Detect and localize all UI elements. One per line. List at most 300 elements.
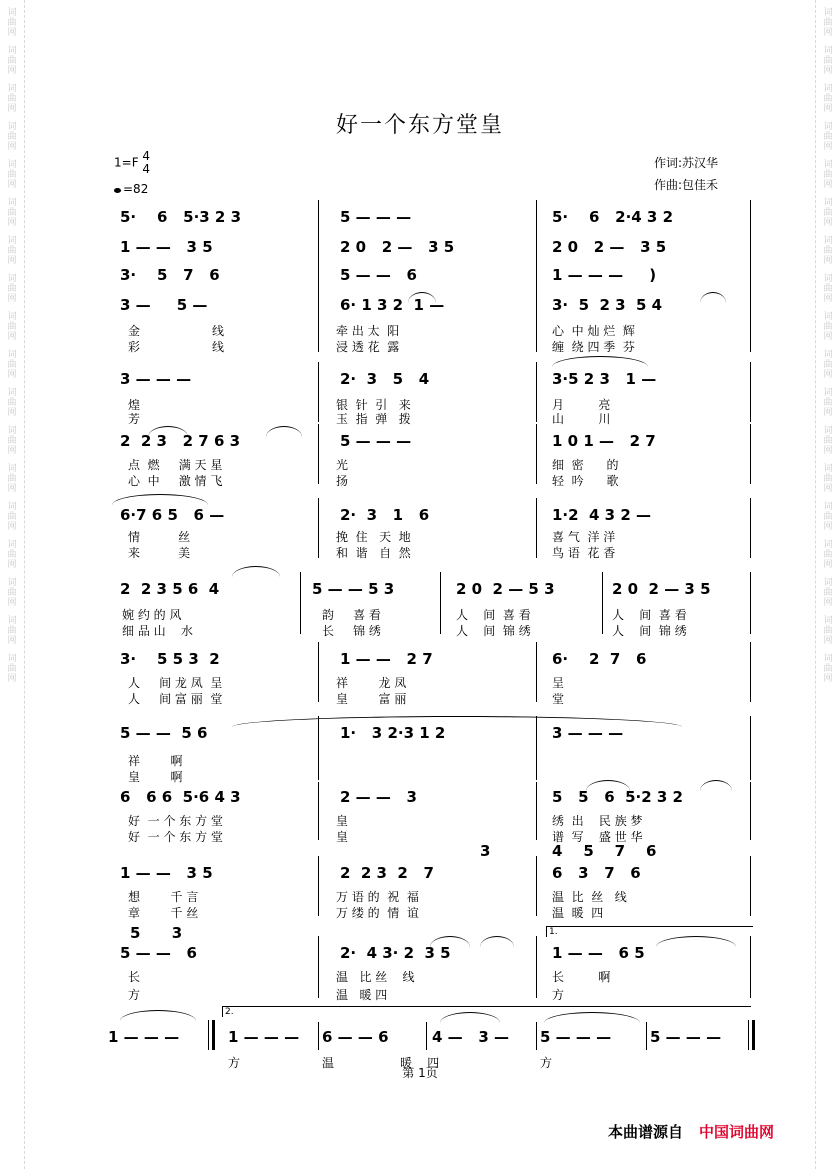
watermark-char: 词 (823, 578, 833, 588)
lyric-line-11-lyric2: 扬 (336, 474, 349, 488)
notation-line-6-notes3: 3·5 2 3 1 — (552, 370, 657, 388)
lyric-line-5-lyric3: 缠 绕 四 季 芬 (552, 340, 635, 354)
lyric-line-33-lyric1: 长 (128, 970, 141, 984)
watermark-char: 网 (7, 142, 17, 152)
watermark-char: 曲 (7, 474, 17, 484)
watermark-group (823, 46, 832, 76)
barline (750, 572, 751, 634)
lyric-line-13-lyric3: 喜 气 洋 洋 (552, 530, 616, 544)
watermark-group (823, 616, 832, 646)
slur-arc (120, 1010, 196, 1021)
slur-arc (480, 936, 514, 947)
watermark-char: 词 (823, 426, 833, 436)
watermark-char: 网 (823, 370, 833, 380)
lyric-line-34-lyric2: 温 暖 四 (336, 988, 388, 1002)
watermark-char: 词 (7, 160, 17, 170)
watermark-group (823, 236, 832, 266)
slur-arc (700, 292, 726, 303)
notation-line-1-notes2: 2 0 2 — 3 5 (340, 238, 455, 256)
watermark-char: 网 (823, 560, 833, 570)
lyric-line-11-lyric1: 心 中 激 情 飞 (128, 474, 223, 488)
notation-line-3-notes: 3 — 5 — (120, 296, 208, 314)
watermark-char: 曲 (823, 474, 833, 484)
watermark-char: 词 (7, 464, 17, 474)
lyric-line-25-lyric1: 好 一 个 东 方 堂 (128, 814, 223, 828)
barline (318, 424, 319, 484)
slur-arc (700, 780, 732, 791)
notation-line-24-notes3: 5 5 6 5·2 3 2 (552, 788, 683, 806)
lyric-line-16-lyric3: 人 间 喜 看 (456, 608, 531, 622)
watermark-char: 词 (7, 274, 17, 284)
watermark-group (823, 502, 832, 532)
lyric-line-34-lyric1: 方 (128, 988, 141, 1002)
watermark-char: 词 (7, 426, 17, 436)
watermark-char: 网 (823, 446, 833, 456)
lyric-line-36-lyric5: 方 (540, 1056, 553, 1070)
watermark-char: 词 (7, 198, 17, 208)
watermark-char: 词 (823, 274, 833, 284)
watermark-char: 网 (7, 104, 17, 114)
barline (300, 572, 301, 634)
lyric-line-8-lyric3: 山 川 (552, 412, 611, 426)
watermark-char: 词 (7, 236, 17, 246)
watermark-char: 网 (823, 104, 833, 114)
notation-line-35-notes3: 6 — — 6 (322, 1028, 389, 1046)
watermark-group (823, 464, 832, 494)
lyric-line-8-lyric1: 芳 (128, 412, 141, 426)
lyric-line-10-lyric3: 细 密 的 (552, 458, 619, 472)
barline (318, 936, 319, 998)
notation-line-15-notes: 2 2 3 5 6 4 (120, 580, 220, 598)
time-beats: 4 (142, 149, 151, 163)
watermark-char: 曲 (823, 246, 833, 256)
watermark-char: 网 (823, 598, 833, 608)
lyric-line-10-lyric1: 点 燃 满 天 星 (128, 458, 223, 472)
watermark-char: 网 (7, 674, 17, 684)
notation-line-15-notes2: 5 — — 5 3 (312, 580, 395, 598)
watermark-char: 词 (823, 540, 833, 550)
watermark-char: 曲 (823, 94, 833, 104)
lyric-line-29-lyric2: 万 语 的 祝 福 (336, 890, 419, 904)
watermark-char: 曲 (823, 588, 833, 598)
notation-line-18-notes2: 1 — — 2 7 (340, 650, 433, 668)
double-barline (208, 1020, 215, 1050)
watermark-char: 词 (7, 578, 17, 588)
watermark-char: 网 (7, 256, 17, 266)
watermark-group (823, 160, 832, 190)
lyric-line-7-lyric2: 银 针 引 来 (336, 398, 411, 412)
watermark-char: 曲 (7, 360, 17, 370)
watermark-char: 曲 (823, 664, 833, 674)
notation-line-21-notes2: 1· 3 2·3 1 2 (340, 724, 446, 742)
watermark-char: 曲 (823, 132, 833, 142)
lyric-line-29-lyric1: 想 千 言 (128, 890, 199, 904)
watermark-char: 网 (823, 256, 833, 266)
lyric-line-33-lyric3: 长 啊 (552, 970, 611, 984)
barline (536, 362, 537, 422)
watermark-char: 网 (823, 636, 833, 646)
lyric-line-36-lyric2: 方 (228, 1056, 241, 1070)
lyric-line-25-lyric2: 皇 (336, 814, 349, 828)
watermark-char: 词 (7, 540, 17, 550)
volta-second: 2. (222, 1006, 751, 1017)
watermark-char: 词 (823, 464, 833, 474)
slur-arc (552, 356, 648, 367)
notation-line-3-notes2: 6· 1 3 2 1 — (340, 296, 445, 314)
barline (318, 642, 319, 702)
tempo-marking (114, 182, 148, 196)
barline (536, 936, 537, 998)
lyric-line-17-lyric2: 长 锦 绣 (322, 624, 381, 638)
watermark-group (823, 350, 832, 380)
notation-line-12-notes: 6·7 6 5 6 — (120, 506, 225, 524)
lyric-line-26-lyric2: 皇 (336, 830, 349, 844)
notation-line-0-notes: 5· 6 5·3 2 3 (120, 208, 242, 226)
barline (750, 498, 751, 558)
lyric-line-29-lyric3: 温 比 丝 线 (552, 890, 627, 904)
lyric-line-30-lyric2: 万 缕 的 情 谊 (336, 906, 419, 920)
watermark-char: 词 (7, 46, 17, 56)
notation-line-24-notes: 6 6 6 5·6 4 3 (120, 788, 241, 806)
watermark-group (823, 312, 832, 342)
watermark-char: 网 (823, 180, 833, 190)
notation-line-31-notes2: 2· 4 3· 2 3 5 (340, 944, 451, 962)
lyric-line-13-lyric1: 情 丝 (128, 530, 191, 544)
watermark-char: 曲 (823, 436, 833, 446)
watermark-char: 词 (7, 388, 17, 398)
watermark-char: 网 (7, 560, 17, 570)
watermark-char: 词 (7, 616, 17, 626)
notation-line-35-notes: 1 — — — (108, 1028, 180, 1046)
watermark-char: 曲 (7, 512, 17, 522)
watermark-char: 曲 (7, 626, 17, 636)
watermark-char: 曲 (823, 170, 833, 180)
notation-line-9-notes2: 5 — — — (340, 432, 412, 450)
watermark-char: 词 (823, 46, 833, 56)
watermark-char: 词 (7, 502, 17, 512)
footer (608, 1121, 774, 1142)
watermark-char: 词 (823, 198, 833, 208)
watermark-char: 网 (823, 522, 833, 532)
watermark-group (7, 350, 16, 380)
notation-line-27-notes: 1 — — 3 5 (120, 864, 213, 882)
key-signature (114, 150, 150, 176)
notation-line-35-notes4: 4 — 3 — (432, 1028, 509, 1046)
watermark-char: 词 (823, 654, 833, 664)
lyric-line-26-lyric1: 好 一 个 东 方 堂 (128, 830, 223, 844)
watermark-group (823, 578, 832, 608)
watermark-group (823, 8, 832, 38)
barline (318, 856, 319, 916)
watermark-char: 曲 (7, 398, 17, 408)
lyric-line-16-lyric1: 婉 约 的 风 (122, 608, 182, 622)
lyric-line-25-lyric3: 绣 出 民 族 梦 (552, 814, 643, 828)
lyric-line-7-lyric1: 煌 (128, 398, 141, 412)
watermark-char: 网 (823, 674, 833, 684)
notation-line-12-notes3: 1·2 4 3 2 — (552, 506, 651, 524)
watermark-char: 词 (823, 616, 833, 626)
watermark-group (7, 274, 16, 304)
lyric-line-36-lyric3: 温 (322, 1056, 335, 1070)
notation-line-31-notes: 5 — — 6 (120, 944, 197, 962)
barline (318, 1022, 319, 1050)
watermark-char: 网 (7, 446, 17, 456)
barline (536, 424, 537, 484)
watermark-char: 网 (823, 142, 833, 152)
lyric-line-22-lyric1: 祥 啊 (128, 754, 183, 768)
barline (536, 1022, 537, 1050)
lyric-line-4-lyric3: 心 中 灿 烂 辉 (552, 324, 635, 338)
watermark-char: 词 (823, 388, 833, 398)
watermark-group (7, 160, 16, 190)
barline (536, 200, 537, 352)
page-number: 第 1页 (402, 1066, 438, 1080)
watermark-char: 曲 (7, 94, 17, 104)
watermark-char: 曲 (7, 588, 17, 598)
watermark-group (7, 616, 16, 646)
barline (426, 1022, 427, 1050)
notation-line-3-notes3: 3· 5 2 3 5 4 (552, 296, 663, 314)
watermark-char: 曲 (7, 170, 17, 180)
watermark-char: 网 (7, 370, 17, 380)
slur-arc (232, 716, 682, 727)
watermark-group (7, 502, 16, 532)
watermark-char: 网 (7, 522, 17, 532)
watermark-char: 曲 (823, 208, 833, 218)
left-watermark-strip (0, 0, 25, 1169)
watermark-char: 曲 (823, 550, 833, 560)
watermark-char: 曲 (823, 18, 833, 28)
barline (536, 856, 537, 916)
notation-line-0-notes2: 5 — — — (340, 208, 412, 226)
watermark-char: 网 (823, 294, 833, 304)
volta-first: 1. (546, 926, 753, 937)
watermark-char: 词 (7, 122, 17, 132)
watermark-char: 曲 (7, 322, 17, 332)
watermark-group (7, 46, 16, 76)
notation-line-24-notes2: 2 — — 3 (340, 788, 417, 806)
watermark-char: 网 (7, 636, 17, 646)
watermark-group (823, 388, 832, 418)
watermark-char: 曲 (7, 246, 17, 256)
notation-line-35-notes6: 5 — — — (650, 1028, 722, 1046)
watermark-char: 网 (7, 408, 17, 418)
notation-line-6-notes: 3 — — — (120, 370, 192, 388)
slur-arc (430, 936, 470, 947)
watermark-group (7, 654, 16, 684)
watermark-char: 词 (823, 8, 833, 18)
watermark-group (7, 198, 16, 228)
slur-arc (266, 426, 302, 437)
watermark-group (7, 464, 16, 494)
barline (318, 782, 319, 840)
watermark-char: 曲 (823, 284, 833, 294)
quarter-note-icon (114, 188, 121, 193)
lyric-line-23-lyric1: 皇 啊 (128, 770, 183, 784)
notation-line-15-notes3: 2 0 2 — 5 3 (456, 580, 555, 598)
watermark-char: 网 (7, 332, 17, 342)
lyric-line-5-lyric1: 彩 (128, 340, 141, 354)
watermark-char: 网 (7, 28, 17, 38)
notation-line-9-notes: 2 2 3 2 7 6 3 (120, 432, 241, 450)
double-barline (748, 1020, 755, 1050)
watermark-group (7, 578, 16, 608)
notation-line-27-notes2: 2 2 3 2 7 (340, 864, 434, 882)
lyric-line-19-lyric2: 祥 龙 凤 (336, 676, 407, 690)
lyric-line-7-lyric3: 月 亮 (552, 398, 611, 412)
footer-site-link[interactable]: 中国词曲网 (699, 1123, 775, 1141)
lyric-line-16-lyric2: 韵 喜 看 (322, 608, 381, 622)
watermark-char: 词 (823, 312, 833, 322)
lyric-line-17-lyric4: 人 间 锦 绣 (612, 624, 687, 638)
watermark-char: 网 (7, 484, 17, 494)
lyricist: 作词:苏汉华 (654, 156, 719, 170)
notation-line-1-notes: 1 — — 3 5 (120, 238, 213, 256)
barline (536, 782, 537, 840)
notation-line-6-notes2: 2· 3 5 4 (340, 370, 430, 388)
watermark-char: 词 (7, 84, 17, 94)
watermark-char: 词 (7, 8, 17, 18)
lyric-line-34-lyric3: 方 (552, 988, 565, 1002)
watermark-char: 词 (823, 350, 833, 360)
notation-line-32-harmony: 5 3 (130, 924, 183, 942)
barline (440, 572, 441, 634)
watermark-char: 曲 (823, 626, 833, 636)
slur-arc (656, 936, 736, 947)
watermark-group (7, 540, 16, 570)
lyric-line-33-lyric2: 温 比 丝 线 (336, 970, 415, 984)
watermark-char: 网 (823, 332, 833, 342)
lyric-line-11-lyric3: 轻 吟 歌 (552, 474, 619, 488)
barline (750, 782, 751, 840)
lyric-line-4-lyric1: 金 (128, 324, 141, 338)
watermark-char: 曲 (7, 664, 17, 674)
credits (654, 152, 718, 196)
watermark-char: 曲 (7, 208, 17, 218)
notation-line-21-notes: 5 — — 5 6 (120, 724, 208, 742)
watermark-char: 网 (823, 66, 833, 76)
notation-line-18-notes: 3· 5 5 3 2 (120, 650, 220, 668)
watermark-char: 网 (823, 408, 833, 418)
watermark-group (823, 654, 832, 684)
lyric-line-10-lyric2: 光 (336, 458, 349, 472)
barline (318, 362, 319, 422)
notation-line-27-notes3: 6 3 7 6 (552, 864, 641, 882)
watermark-char: 词 (823, 160, 833, 170)
watermark-char: 曲 (7, 56, 17, 66)
slur-arc (148, 426, 188, 437)
watermark-char: 网 (7, 294, 17, 304)
lyric-line-20-lyric3: 堂 (552, 692, 565, 706)
barline (602, 572, 603, 634)
notation-line-28-harmony3: 4 5 7 6 (552, 842, 657, 860)
lyric-line-4-lyric2: 牵 出 太 阳 (336, 324, 400, 338)
barline (318, 200, 319, 352)
watermark-char: 曲 (823, 512, 833, 522)
lyric-line-5-lyric2: 浸 透 花 露 (336, 340, 400, 354)
barline (750, 716, 751, 780)
watermark-char: 网 (7, 218, 17, 228)
barline (318, 498, 319, 558)
lyric-line-14-lyric2: 和 谐 自 然 (336, 546, 411, 560)
watermark-group (7, 236, 16, 266)
notation-line-9-notes3: 1 0 1 — 2 7 (552, 432, 656, 450)
watermark-group (7, 8, 16, 38)
lyric-line-4-lyric1b: 线 (212, 324, 225, 338)
barline (536, 498, 537, 558)
watermark-char: 曲 (7, 18, 17, 28)
tempo-value: =82 (123, 182, 149, 196)
watermark-char: 曲 (823, 360, 833, 370)
footer-source: 本曲谱源自 (608, 1123, 684, 1141)
lyric-line-17-lyric3: 人 间 锦 绣 (456, 624, 531, 638)
barline (646, 1022, 647, 1050)
watermark-group (7, 388, 16, 418)
notation-line-35-notes2: 1 — — — (228, 1028, 300, 1046)
watermark-char: 网 (7, 598, 17, 608)
watermark-group (823, 426, 832, 456)
watermark-char: 曲 (7, 436, 17, 446)
lyric-line-14-lyric1: 来 美 (128, 546, 191, 560)
watermark-char: 词 (7, 350, 17, 360)
watermark-char: 词 (7, 312, 17, 322)
watermark-char: 曲 (7, 550, 17, 560)
notation-line-2-notes2: 5 — — 6 (340, 266, 417, 284)
watermark-char: 网 (7, 180, 17, 190)
watermark-group (823, 274, 832, 304)
barline (750, 642, 751, 702)
watermark-group (823, 198, 832, 228)
notation-line-35-notes5: 5 — — — (540, 1028, 612, 1046)
watermark-char: 词 (7, 654, 17, 664)
notation-line-28-harmony: 3 (480, 842, 491, 860)
notation-line-21-notes3: 3 — — — (552, 724, 624, 742)
watermark-char: 曲 (7, 132, 17, 142)
watermark-char: 曲 (823, 322, 833, 332)
lyric-line-30-lyric3: 温 暖 四 (552, 906, 604, 920)
watermark-char: 网 (823, 28, 833, 38)
song-title: 好一个东方堂皇 (335, 113, 504, 138)
slur-arc (232, 566, 280, 577)
watermark-char: 曲 (823, 56, 833, 66)
lyric-line-19-lyric3: 呈 (552, 676, 565, 690)
watermark-char: 曲 (7, 284, 17, 294)
lyric-line-30-lyric1: 章 千 丝 (128, 906, 199, 920)
lyric-line-5-lyric1b: 线 (212, 340, 225, 354)
lyric-line-26-lyric3: 谱 写 盛 世 华 (552, 830, 643, 844)
barline (750, 856, 751, 916)
lyric-line-19-lyric1: 人 间 龙 凤 呈 (128, 676, 223, 690)
barline (750, 936, 751, 998)
lyric-line-16-lyric4: 人 间 喜 看 (612, 608, 687, 622)
watermark-char: 词 (823, 236, 833, 246)
barline (750, 200, 751, 352)
notation-line-0-notes3: 5· 6 2·4 3 2 (552, 208, 674, 226)
composer: 作曲:包佳禾 (654, 178, 719, 192)
watermark-group (823, 540, 832, 570)
barline (536, 642, 537, 702)
key-prefix: 1=F (114, 155, 139, 170)
lyric-line-20-lyric2: 皇 富 丽 (336, 692, 407, 706)
watermark-char: 网 (7, 66, 17, 76)
watermark-char: 网 (823, 484, 833, 494)
watermark-char: 网 (823, 218, 833, 228)
notation-line-2-notes3: 1 — — — ) (552, 266, 657, 284)
time-unit: 4 (142, 162, 151, 176)
watermark-char: 词 (823, 84, 833, 94)
barline (750, 362, 751, 422)
notation-line-2-notes: 3· 5 7 6 (120, 266, 220, 284)
